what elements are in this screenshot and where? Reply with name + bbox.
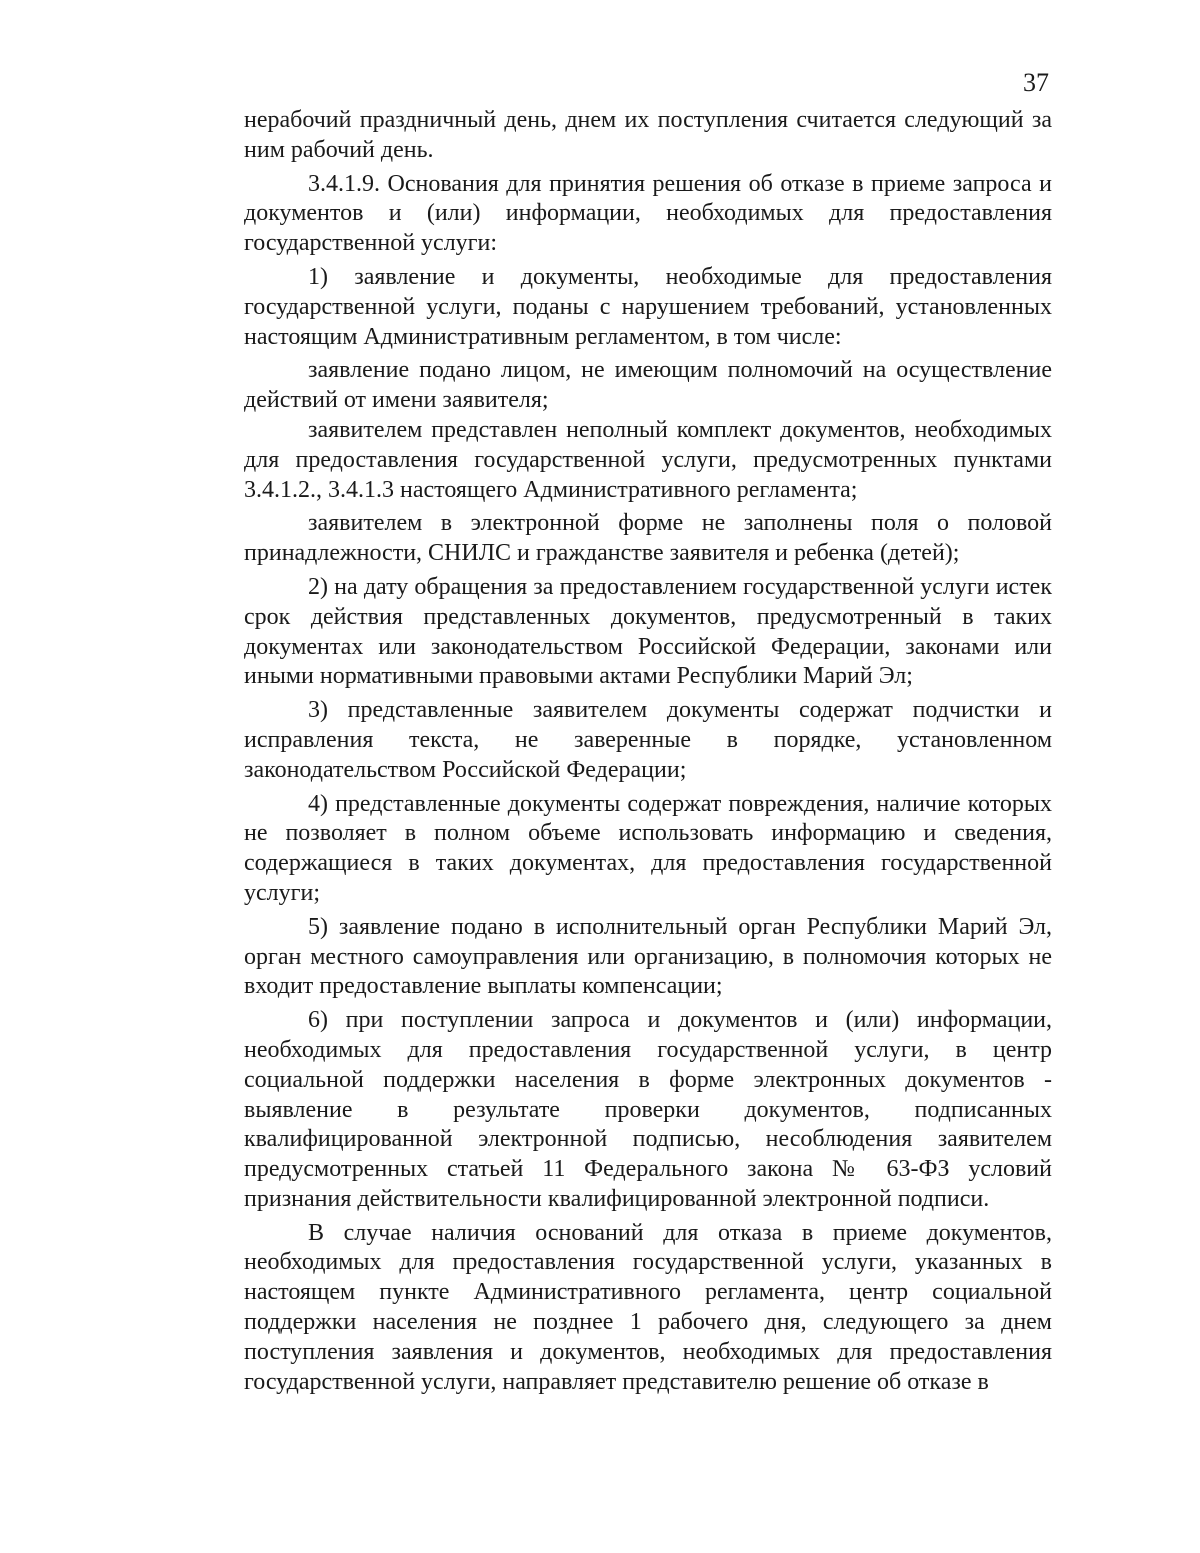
paragraph-item-2: 2) на дату обращения за предоставлением государственной услуги истек срок действия представленных документов, предусмотренный в таких документах или законодательством Российской Федерации, законами или иными нормативными правовыми актами Республики Марий Эл; xyxy=(244,573,1052,690)
paragraph-subitem-electronic-form: заявителем в электронной форме не заполнены поля о половой принадлежности, СНИЛС и гражданстве заявителя и ребенка (детей); xyxy=(244,510,1052,567)
paragraph-item-3: 3) представленные заявителем документы содержат подчистки и исправления текста, не заверенные в порядке, установленном законодательством Российской Федерации; xyxy=(244,697,1052,783)
paragraph-item-1: 1) заявление и документы, необходимые для предоставления государственной услуги, поданы с нарушением требований, установленных настоящим Административным регламентом, в том числе: xyxy=(244,263,1052,350)
paragraph-clause-3-4-1-9: 3.4.1.9. Основания для принятия решения об отказе в приеме запроса и документов и (или) информации, необходимых для предоставления государственной услуги: xyxy=(244,170,1052,257)
document-body xyxy=(244,106,1052,1397)
paragraph-refusal-notice: В случае наличия оснований для отказа в приеме документов, необходимых для предоставления государственной услуги, указанных в настоящем пункте Административного регламента, центр социальной поддержки населения не позднее 1 рабочего дня, следующего за днем поступления заявления и документов, необходимых для предоставления государственной услуги, направляет представителю решение об отказе в xyxy=(244,1219,1052,1395)
paragraph-continuation: нерабочий праздничный день, днем их поступления считается следующий за ним рабочий день. xyxy=(244,107,1052,163)
paragraph-subitem-incomplete-set: заявителем представлен неполный комплект документов, необходимых для предоставления государственной услуги, предусмотренных пунктами 3.4.1.2., 3.4.1.3 настоящего Административного регламента; xyxy=(244,416,1052,503)
paragraph-subitem-authority: заявление подано лицом, не имеющим полномочий на осуществление действий от имени заявителя; xyxy=(244,357,1052,414)
page-number: 37 xyxy=(1023,68,1049,97)
paragraph-item-6: 6) при поступлении запроса и документов и (или) информации, необходимых для предоставления государственной услуги, в центр социальной поддержки населения в форме электронных документов - выявление в результате проверки документов, подписанных квалифицированной электронной подписью, несоблюдения заявителем предусмотренных статьей 11 Федерального закона № 63-ФЗ условий признания действительности квалифицированной электронной подписи. xyxy=(244,1007,1052,1212)
paragraph-item-5: 5) заявление подано в исполнительный орган Республики Марий Эл, орган местного самоуправления или организацию, в полномочия которых не входит предоставление выплаты компенсации; xyxy=(244,913,1052,1000)
paragraph-item-4: 4) представленные документы содержат повреждения, наличие которых не позволяет в полном объеме использовать информацию и сведения, содержащиеся в таких документах, для предоставления государственной услуги; xyxy=(244,790,1052,906)
